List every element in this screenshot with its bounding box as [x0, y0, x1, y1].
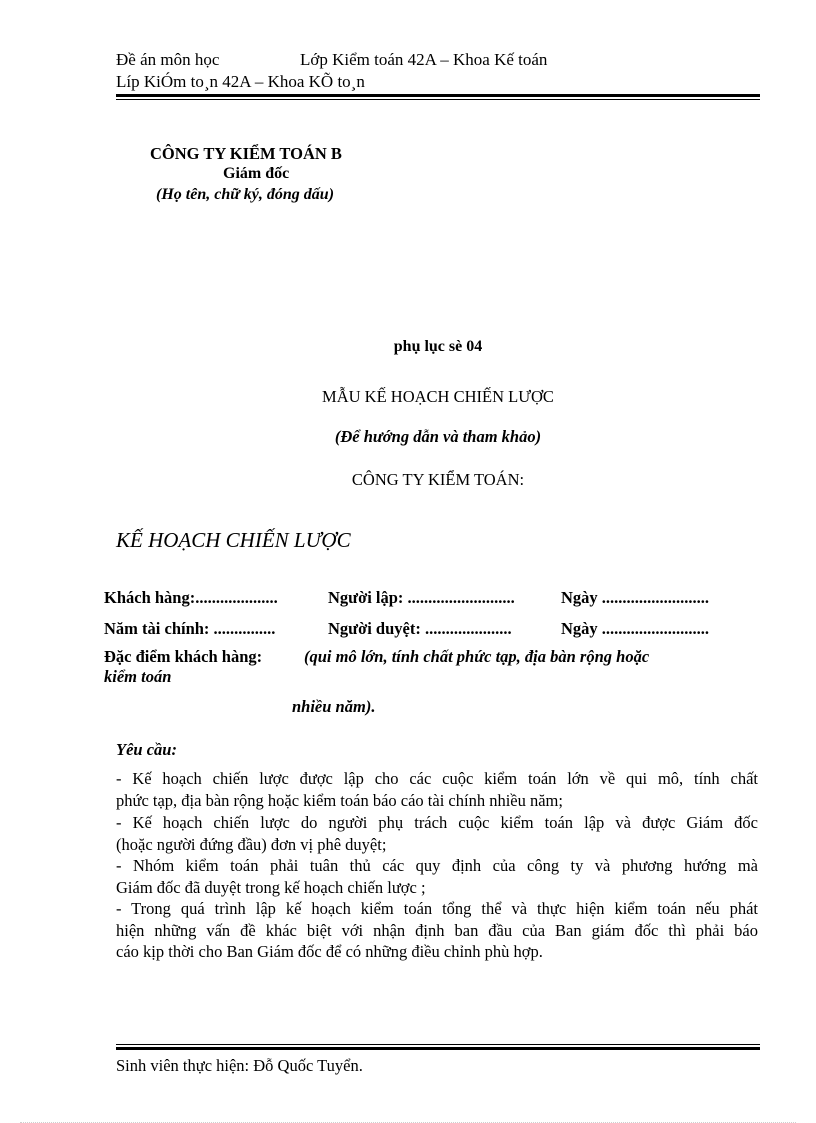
field-fiscal-year: Năm tài chính: ............... — [104, 619, 276, 638]
field-date-1: Ngày .......................... — [561, 588, 710, 607]
header-course-label: Đề án môn học — [116, 50, 220, 69]
field-date-2: Ngày .......................... — [561, 619, 710, 638]
field-prepared-by: Người lập: .......................... — [328, 588, 515, 607]
field-characteristics-hint: (qui mô lớn, tính chất phức tạp, địa bàn rộng hoặc — [304, 647, 650, 666]
requirement-line: phức tạp, địa bàn rộng hoặc kiểm toán báo cáo tài chính nhiều năm; — [116, 791, 563, 810]
requirement-line: - Kế hoạch chiến lược được lập cho các cuộc kiểm toán lớn về qui mô, tính chất — [116, 769, 758, 788]
plan-title: KẾ HOẠCH CHIẾN LƯỢC — [116, 528, 351, 552]
form-subtitle: (Để hướng dẫn và tham khảo) — [334, 427, 542, 446]
field-client: Khách hàng:.................... — [104, 588, 278, 607]
requirements-heading: Yêu cầu: — [116, 740, 177, 759]
field-characteristics-hint-cont: kiểm toán — [104, 667, 172, 686]
header-class-label: Lớp Kiểm toán 42A – Khoa Kế toán — [300, 50, 548, 69]
footer-rule-thick — [116, 1047, 760, 1050]
header-rule-thin — [116, 99, 760, 100]
field-approved-by: Người duyệt: ..................... — [328, 619, 512, 638]
footer-author: Sinh viên thực hiện: Đỗ Quốc Tuyển. — [116, 1056, 363, 1075]
requirement-line: - Kế hoạch chiến lược do người phụ trách cuộc kiểm toán lập và được Giám đốc — [116, 813, 758, 832]
appendix-label: phụ lục sè 04 — [393, 338, 483, 355]
requirement-line: cáo kịp thời cho Ban Giám đốc để có những điều chỉnh phù hợp. — [116, 942, 543, 961]
header-rule-thick — [116, 94, 760, 97]
requirement-line: - Trong quá trình lập kế hoạch kiểm toán tổng thể và thực hiện kiểm toán nếu phát — [116, 899, 758, 918]
field-characteristics-label: Đặc điểm khách hàng: — [104, 647, 263, 666]
requirement-line: - Nhóm kiểm toán phải tuân thủ các quy định của công ty và phương hướng mà — [116, 856, 758, 875]
requirement-line: Giám đốc đã duyệt trong kế hoạch chiến lược ; — [116, 878, 426, 897]
signature-role: Giám đốc — [223, 165, 290, 182]
signature-company: CÔNG TY KIỂM TOÁN B — [150, 144, 342, 163]
signature-note: (Họ tên, chữ ký, đóng dấu) — [156, 186, 335, 203]
requirement-line: (hoặc người đứng đầu) đơn vị phê duyệt; — [116, 835, 387, 854]
field-characteristics-hint-end: nhiều năm). — [292, 697, 376, 716]
header-garbled-line: Líp KiÓm to¸n 42A – Khoa KÕ to¸n — [116, 72, 365, 91]
footer-rule-thin — [116, 1044, 760, 1045]
audit-company-line: CÔNG TY KIỂM TOÁN: — [351, 470, 525, 489]
form-title: MẪU KẾ HOẠCH CHIẾN LƯỢC — [322, 387, 554, 406]
requirement-line: hiện những vấn đề khác biệt với nhận định ban đầu của Ban giám đốc thì phải báo — [116, 921, 758, 940]
